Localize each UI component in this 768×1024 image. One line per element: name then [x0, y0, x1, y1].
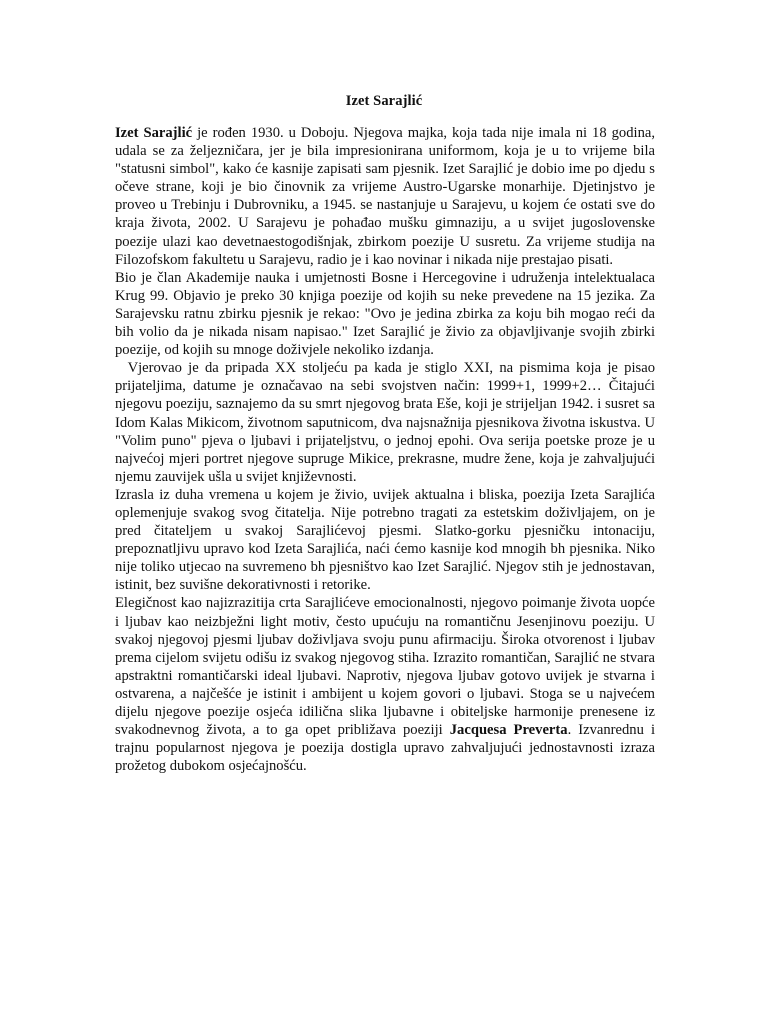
paragraph-1: [115, 124, 655, 269]
paragraph-5-text-after: . Izvanrednu i trajnu popularnost njegova je poezija dostigla upravo zahvaljujući jednostavnosti izraza prožetog dubokom osjećajnošću.: [115, 722, 656, 775]
paragraph-5-text-before: Elegičnost kao najizrazitija crta Sarajlićeve emocionalnosti, njegovo poimanje života uopće i ljubav kao neizbježni light motiv, često upućuju na romantičnu Jesenjinovu poeziju. U svakoj njegovoj pjesmi ljubav doživljava svoju punu afirmaciju. Široka otvorenost i ljubav prema cijelom svijetu odišu iz svakog njegovog stiha. Izrazito romantičan, Sarajlić ne stvara apstraktni romantičarski ideal ljubavi. Naprotiv, njegova ljubav gotovo uvijek je stvarna i ostvarena, a najčešće je istinit i ambijent u kojem govori o ljubavi. Stoga se u najvećem dijelu njegove poezije osjeća idilična slika ljubavne i obiteljske harmonije prenesene iz svakodnevnog života, a to ga opet približava poeziji: [115, 595, 655, 739]
paragraph-3: Vjerovao je da pripada XX stoljeću pa kada je stiglo XXI, na pismima koja je pisao prijateljima, datume je označavao na sebi svojstven način: 1999+1, 1999+2… Čitajući njegovu poeziju, saznajemo da su smrt njegovog brata Eše, koji je strijeljan 1942. i susret sa Idom Kalas Mikicom, životnom saputnicom, dva najsnažnija pjesnikova životna iskustva. U "Volim puno" pjeva o ljubavi i prijateljstvu, o jednoj epohi. Ova serija poetske proze je u najvećoj mjeri portret njegove supruge Mikice, prekrasne, mudre žene, koja je zahvaljujući njemu zauvijek ušla u svijet književnosti.: [115, 360, 655, 485]
author-name: Izet Sarajlić: [115, 125, 193, 141]
paragraph-4: Izrasla iz duha vremena u kojem je živio, uvijek aktualna i bliska, poezija Izeta Sarajlića oplemenjuje svakog svog čitatelja. Nije potrebno tragati za estetskim doživljajem, on je pred čitateljem u svakoj Sarajlićevoj pjesmi. Slatko-gorku pjesničku intonaciju, prepoznatljivu upravo kod Izeta Sarajlića, naći ćemo kasnije kod mnogih bh pjesnika. Niko nije toliko utjecao na suvremeno bh pjesništvo kao Izet Sarajlić. Njegov stih je jednostavan, istinit, bez suvišne dekorativnosti i retorike.: [115, 486, 655, 594]
document-body: [115, 124, 655, 775]
prevert-name: Jacquesa Preverta: [449, 722, 568, 739]
document-title: Izet Sarajlić: [345, 93, 423, 109]
paragraph-2: Bio je član Akademije nauka i umjetnosti Bosne i Hercegovine i udruženja intelektualaca Krug 99. Objavio je preko 30 knjiga poezije od kojih su neke prevedene na 15 jezika. Za Sarajevsku ratnu zbirku pjesnik je rekao: "Ovo je jedina zbirka za koju bih mogao reći da bih volio da je nikada nisam napisao." Izet Sarajlić je živio za objavljivanje svojih zbirki poezije, od kojih su mnoge doživjele nekoliko izdanja.: [115, 269, 655, 359]
paragraph-5: [115, 594, 655, 775]
paragraph-1-text: je rođen 1930. u Doboju. Njegova majka, koja tada nije imala ni 18 godina, udala se za željezničara, jer je bila impresionirana uniformom, koja je u to vrijeme bila "statusni simbol", kako će kasnije zapisati sam pjesnik. Izet Sarajlić je dobio ime po djedu s očeve strane, koji je bio činovnik za vrijeme Austro-Ugarske monarhije. Djetinjstvo je proveo u Trebinju i Dubrovniku, a 1945. se nastanjuje u Sarajevu, u kojem će ostati sve do kraja života, 2002. U Sarajevu je pohađao mušku gimnaziju, a u svijet jugoslovenske poezije ulazi kao devetnaestogodišnjak, zbirkom poezije U susretu. Za vrijeme studija na Filozofskom fakultetu u Sarajevu, radio je i kao novinar i nikada nije prestajao pisati.: [115, 125, 655, 268]
